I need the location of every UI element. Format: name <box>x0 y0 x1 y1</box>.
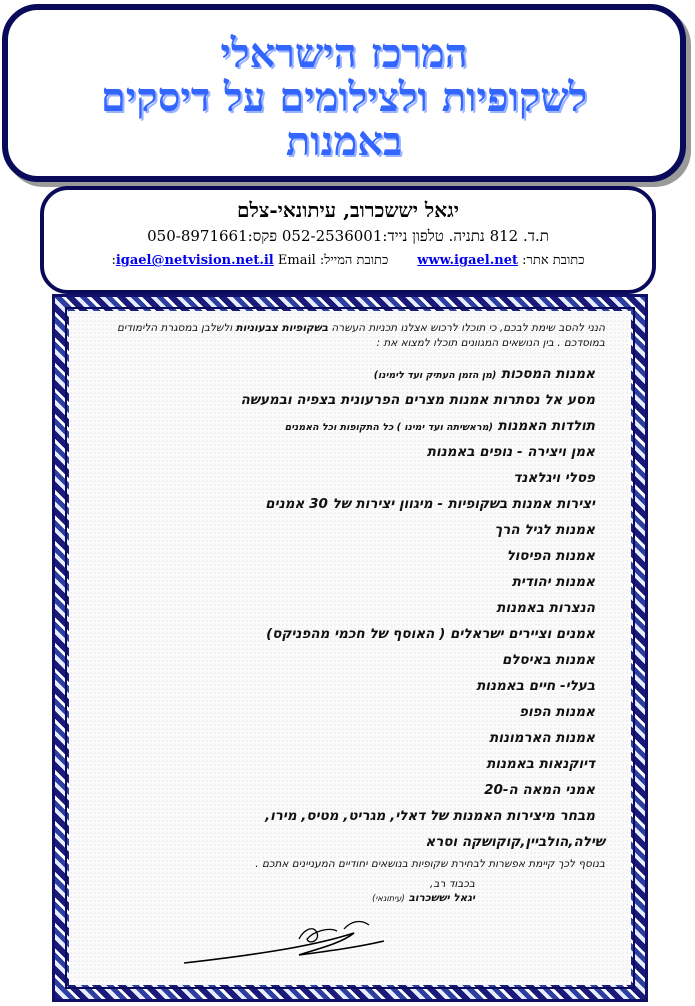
title-line-2: לשקופיות ולצילומים על דיסקים <box>100 74 588 121</box>
signer-name: יגאל יששכרוב <box>408 892 475 904</box>
topic-text: אמנות לגיל הרך <box>494 522 595 538</box>
topic-text: שילה,הולביין,קוקושקה וסרא <box>425 834 605 850</box>
email-label-he: כתובת המייל: <box>319 253 389 268</box>
topic-text: אמני המאה ה-20 <box>484 782 595 798</box>
topic-text: יצירות אמנות בשקופיות - מיגוון יצירות של 30 אמנים <box>265 496 595 512</box>
topic-item <box>89 595 605 621</box>
topic-item <box>89 777 605 803</box>
topic-item <box>89 673 605 699</box>
topic-item <box>89 465 605 491</box>
title-box <box>2 4 686 182</box>
site-link[interactable]: www.igael.net <box>417 253 518 268</box>
contact-box <box>40 186 656 294</box>
topic-note: (מן הזמן העתיק ועד לימינו) <box>373 370 497 381</box>
topic-text: פסלי ויגלאנד <box>513 470 595 486</box>
title-line-3: באמנות <box>285 118 403 165</box>
topic-item <box>89 569 605 595</box>
intro-bold: בשקופיות צבעוניות <box>235 322 329 334</box>
regards-text: בכבוד רב, <box>430 878 475 890</box>
topic-item <box>89 803 605 829</box>
topic-text: מסע אל נסתרות אמנות מצרים הפרעונית בצפיה ובמעשה <box>240 392 595 408</box>
contact-name: יגאל יששכרוב, עיתונאי-צלם <box>237 198 459 222</box>
topic-text: מבחר מיצירות האמנות של דאלי, מגריט, מטיס, מירו, <box>264 808 595 824</box>
topic-item <box>89 725 605 751</box>
topic-item <box>89 751 605 777</box>
signer <box>89 891 605 906</box>
handwritten-signature <box>179 911 389 971</box>
topic-text: אמנות יהודית <box>511 574 595 590</box>
topic-text: אמנות הפיסול <box>506 548 595 564</box>
topic-item <box>89 699 605 725</box>
contact-address-phone: ת.ד. 812 נתניה. טלפון נייד:052-2536001 פקס:050-8971661 <box>147 227 549 245</box>
topic-item <box>89 543 605 569</box>
topic-note: (מראשיתה ועד ימינו ) כל התקופות וכל האמנים <box>284 422 493 433</box>
topic-text: אמנות באיסלם <box>501 652 595 668</box>
topic-list <box>89 361 605 855</box>
topic-item <box>89 621 605 647</box>
intro-part2: ולשלבן במסגרת הלימודים במוסדכם . בין הנושאים המגוונים תוכלו למצוא את : <box>116 322 605 349</box>
intro-paragraph <box>89 321 605 351</box>
topic-item <box>89 491 605 517</box>
topic-text: בעלי- חיים באמנות <box>476 678 595 694</box>
topic-text: אמנות הארמונות <box>489 730 595 746</box>
topic-text: תולדות האמנות <box>497 418 595 434</box>
topic-item <box>89 387 605 413</box>
topic-item <box>89 413 605 439</box>
signer-title: (עיתונאי) <box>372 894 405 904</box>
topic-text: דיוקנאות באמנות <box>486 756 595 772</box>
title-line-1: המרכז הישראלי <box>220 30 468 77</box>
topic-item <box>89 517 605 543</box>
topic-text: אמן ויצירה - נופים באמנות <box>426 444 595 460</box>
topic-item <box>89 829 605 855</box>
closing-text: בנוסף לכך קיימת אפשרות לבחירת שקופיות בנושאים יחודיים המעניינים אתכם . <box>255 858 605 870</box>
topic-text: הנצרות באמנות <box>496 600 595 616</box>
site-label: כתובת אתר: <box>522 253 585 268</box>
email-link[interactable]: igael@netvision.net.il <box>115 253 274 268</box>
letter-body <box>69 311 631 985</box>
topic-item <box>89 647 605 673</box>
contact-web-line <box>44 252 652 268</box>
topic-text: אמנות הפופ <box>519 704 595 720</box>
topic-text: אמנים וציירים ישראלים ( האוסף של חכמי מהפניקס) <box>266 626 595 642</box>
topic-item <box>89 361 605 387</box>
intro-part1: הנני להסב שימת לבכם, כי תוכלו לרכוש אצלנו תכניות העשרה <box>331 322 605 334</box>
decorative-border-frame <box>52 294 648 1002</box>
topic-text: אמנות המסכות <box>501 366 595 382</box>
email-label-en: Email: <box>111 253 316 268</box>
topic-item <box>89 439 605 465</box>
